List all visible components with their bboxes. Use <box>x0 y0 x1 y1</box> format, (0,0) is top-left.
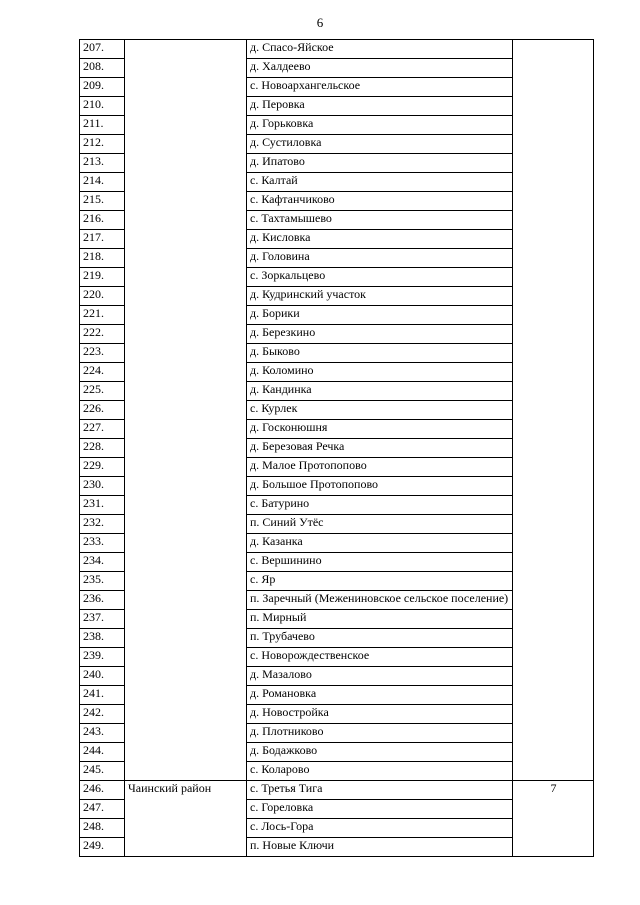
settlement-name: с. Зоркальцево <box>247 268 513 287</box>
settlement-name: с. Калтай <box>247 173 513 192</box>
row-number: 215. <box>80 192 125 211</box>
row-number: 245. <box>80 762 125 781</box>
row-number: 232. <box>80 515 125 534</box>
row-number: 246. <box>80 781 125 800</box>
settlement-name: д. Большое Протопопово <box>247 477 513 496</box>
row-number: 226. <box>80 401 125 420</box>
table-row <box>80 40 594 59</box>
table-row <box>80 781 594 800</box>
row-number: 211. <box>80 116 125 135</box>
row-number: 227. <box>80 420 125 439</box>
settlement-name: с. Гореловка <box>247 800 513 819</box>
settlement-name: д. Ипатово <box>247 154 513 173</box>
row-number: 230. <box>80 477 125 496</box>
district-name: Чаинский район <box>125 781 247 857</box>
settlement-name: д. Перовка <box>247 97 513 116</box>
row-number: 216. <box>80 211 125 230</box>
settlement-name: д. Халдеево <box>247 59 513 78</box>
row-number: 237. <box>80 610 125 629</box>
settlement-name: с. Батурино <box>247 496 513 515</box>
row-number: 234. <box>80 553 125 572</box>
row-number: 218. <box>80 249 125 268</box>
settlement-name: с. Вершинино <box>247 553 513 572</box>
settlement-name: д. Березкино <box>247 325 513 344</box>
row-number: 240. <box>80 667 125 686</box>
row-number: 221. <box>80 306 125 325</box>
settlement-name: д. Быково <box>247 344 513 363</box>
row-number: 233. <box>80 534 125 553</box>
row-number: 207. <box>80 40 125 59</box>
settlement-name: д. Горьковка <box>247 116 513 135</box>
row-number: 213. <box>80 154 125 173</box>
settlement-name: с. Яр <box>247 572 513 591</box>
row-number: 212. <box>80 135 125 154</box>
settlement-name: п. Мирный <box>247 610 513 629</box>
settlement-name: д. Головина <box>247 249 513 268</box>
settlements-table-body <box>80 40 594 857</box>
row-number: 217. <box>80 230 125 249</box>
row-number: 224. <box>80 363 125 382</box>
row-number: 243. <box>80 724 125 743</box>
settlement-name: д. Кандинка <box>247 382 513 401</box>
settlement-name: с. Кафтанчиково <box>247 192 513 211</box>
settlement-name: д. Кудринский участок <box>247 287 513 306</box>
settlement-name: д. Мазалово <box>247 667 513 686</box>
row-number: 219. <box>80 268 125 287</box>
settlement-name: д. Спасо-Яйское <box>247 40 513 59</box>
settlement-name: п. Заречный (Межениновское сельское поселение) <box>247 591 513 610</box>
settlement-name: д. Новостройка <box>247 705 513 724</box>
page-number: 6 <box>316 15 324 30</box>
settlement-name: д. Госконюшня <box>247 420 513 439</box>
settlement-name: д. Романовка <box>247 686 513 705</box>
settlement-name: с. Тахтамышево <box>247 211 513 230</box>
settlement-name: д. Бодажково <box>247 743 513 762</box>
settlement-name: с. Лось-Гора <box>247 819 513 838</box>
row-number: 239. <box>80 648 125 667</box>
row-number: 225. <box>80 382 125 401</box>
district-cell <box>125 40 247 781</box>
settlement-name: д. Плотниково <box>247 724 513 743</box>
settlement-name: д. Кисловка <box>247 230 513 249</box>
settlements-table <box>79 39 594 857</box>
settlement-name: п. Синий Утёс <box>247 515 513 534</box>
settlement-name: д. Коломино <box>247 363 513 382</box>
settlement-name: с. Коларово <box>247 762 513 781</box>
settlement-name: с. Новорождественское <box>247 648 513 667</box>
row-number: 214. <box>80 173 125 192</box>
settlement-name: с. Новоархангельское <box>247 78 513 97</box>
row-number: 208. <box>80 59 125 78</box>
row-number: 229. <box>80 458 125 477</box>
row-number: 209. <box>80 78 125 97</box>
settlement-name: п. Новые Ключи <box>247 838 513 857</box>
row-number: 238. <box>80 629 125 648</box>
row-number: 247. <box>80 800 125 819</box>
row-number: 222. <box>80 325 125 344</box>
settlement-name: п. Трубачево <box>247 629 513 648</box>
row-number: 244. <box>80 743 125 762</box>
row-number: 210. <box>80 97 125 116</box>
row-number: 220. <box>80 287 125 306</box>
settlement-name: с. Третья Тига <box>247 781 513 800</box>
settlement-name: д. Казанка <box>247 534 513 553</box>
settlement-name: д. Малое Протопопово <box>247 458 513 477</box>
row-number: 231. <box>80 496 125 515</box>
row-number: 248. <box>80 819 125 838</box>
row-number: 223. <box>80 344 125 363</box>
settlement-name: д. Березовая Речка <box>247 439 513 458</box>
row-number: 228. <box>80 439 125 458</box>
row-number: 236. <box>80 591 125 610</box>
row-number: 242. <box>80 705 125 724</box>
settlement-count: 7 <box>513 781 594 857</box>
settlement-name: д. Сустиловка <box>247 135 513 154</box>
row-number: 241. <box>80 686 125 705</box>
count-cell <box>513 40 594 781</box>
row-number: 235. <box>80 572 125 591</box>
row-number: 249. <box>80 838 125 857</box>
settlement-name: с. Курлек <box>247 401 513 420</box>
settlement-name: д. Борики <box>247 306 513 325</box>
